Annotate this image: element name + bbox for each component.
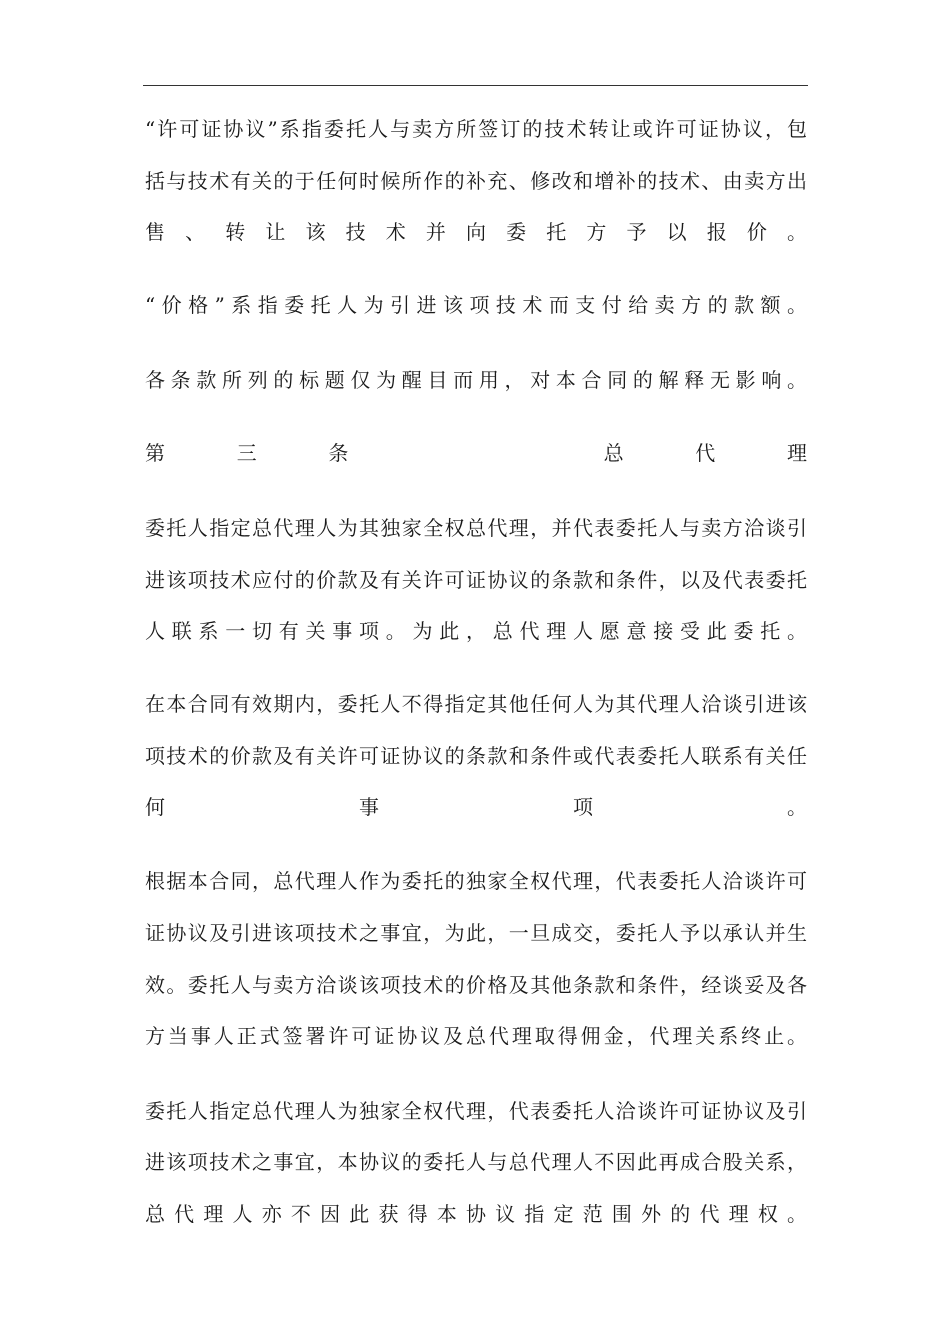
paragraph-line: 委托人指定总代理人为其独家全权总代理，并代表委托人与卖方洽谈引 [145,516,807,540]
paragraph-line: 效。委托人与卖方洽谈该项技术的价格及其他条款和条件，经谈妥及各 [145,973,807,997]
paragraph-line: 委托人指定总代理人为独家全权代理，代表委托人洽谈许可证协议及引 [145,1099,807,1123]
paragraph-line: 何事项。 [145,795,807,819]
paragraph-line: 证协议及引进该项技术之事宜，为此，一旦成交，委托人予以承认并生 [145,921,807,945]
header-rule [143,85,808,86]
paragraph-line: 方当事人正式签署许可证协议及总代理取得佣金，代理关系终止。 [145,1024,807,1048]
paragraph-line: “价格”系指委托人为引进该项技术而支付给卖方的款额。 [145,293,807,317]
paragraph-line: “许可证协议”系指委托人与卖方所签订的技术转让或许可证协议，包 [145,117,807,141]
paragraph-line: 人联系一切有关事项。为此，总代理人愿意接受此委托。 [145,619,807,643]
paragraph-line: 根据本合同，总代理人作为委托的独家全权代理，代表委托人洽谈许可 [145,869,807,893]
paragraph-line: 在本合同有效期内，委托人不得指定其他任何人为其代理人洽谈引进该 [145,692,807,716]
paragraph-line: 售、转让该技术并向委托方予以报价。 [145,220,807,244]
paragraph-line: 进该项技术之事宜，本协议的委托人与总代理人不因此再成合股关系， [145,1150,807,1174]
paragraph-line: 进该项技术应付的价款及有关许可证协议的条款和条件，以及代表委托 [145,568,807,592]
paragraph-line: 括与技术有关的于任何时候所作的补充、修改和增补的技术、由卖方出 [145,169,807,193]
paragraph-line: 各条款所列的标题仅为醒目而用，对本合同的解释无影响。 [145,368,807,392]
paragraph-line: 项技术的价款及有关许可证协议的条款和条件或代表委托人联系有关任 [145,744,807,768]
paragraph-line: 总代理人亦不因此获得本协议指定范围外的代理权。 [145,1202,807,1226]
section-heading: 第三条 总代理 [145,441,807,465]
